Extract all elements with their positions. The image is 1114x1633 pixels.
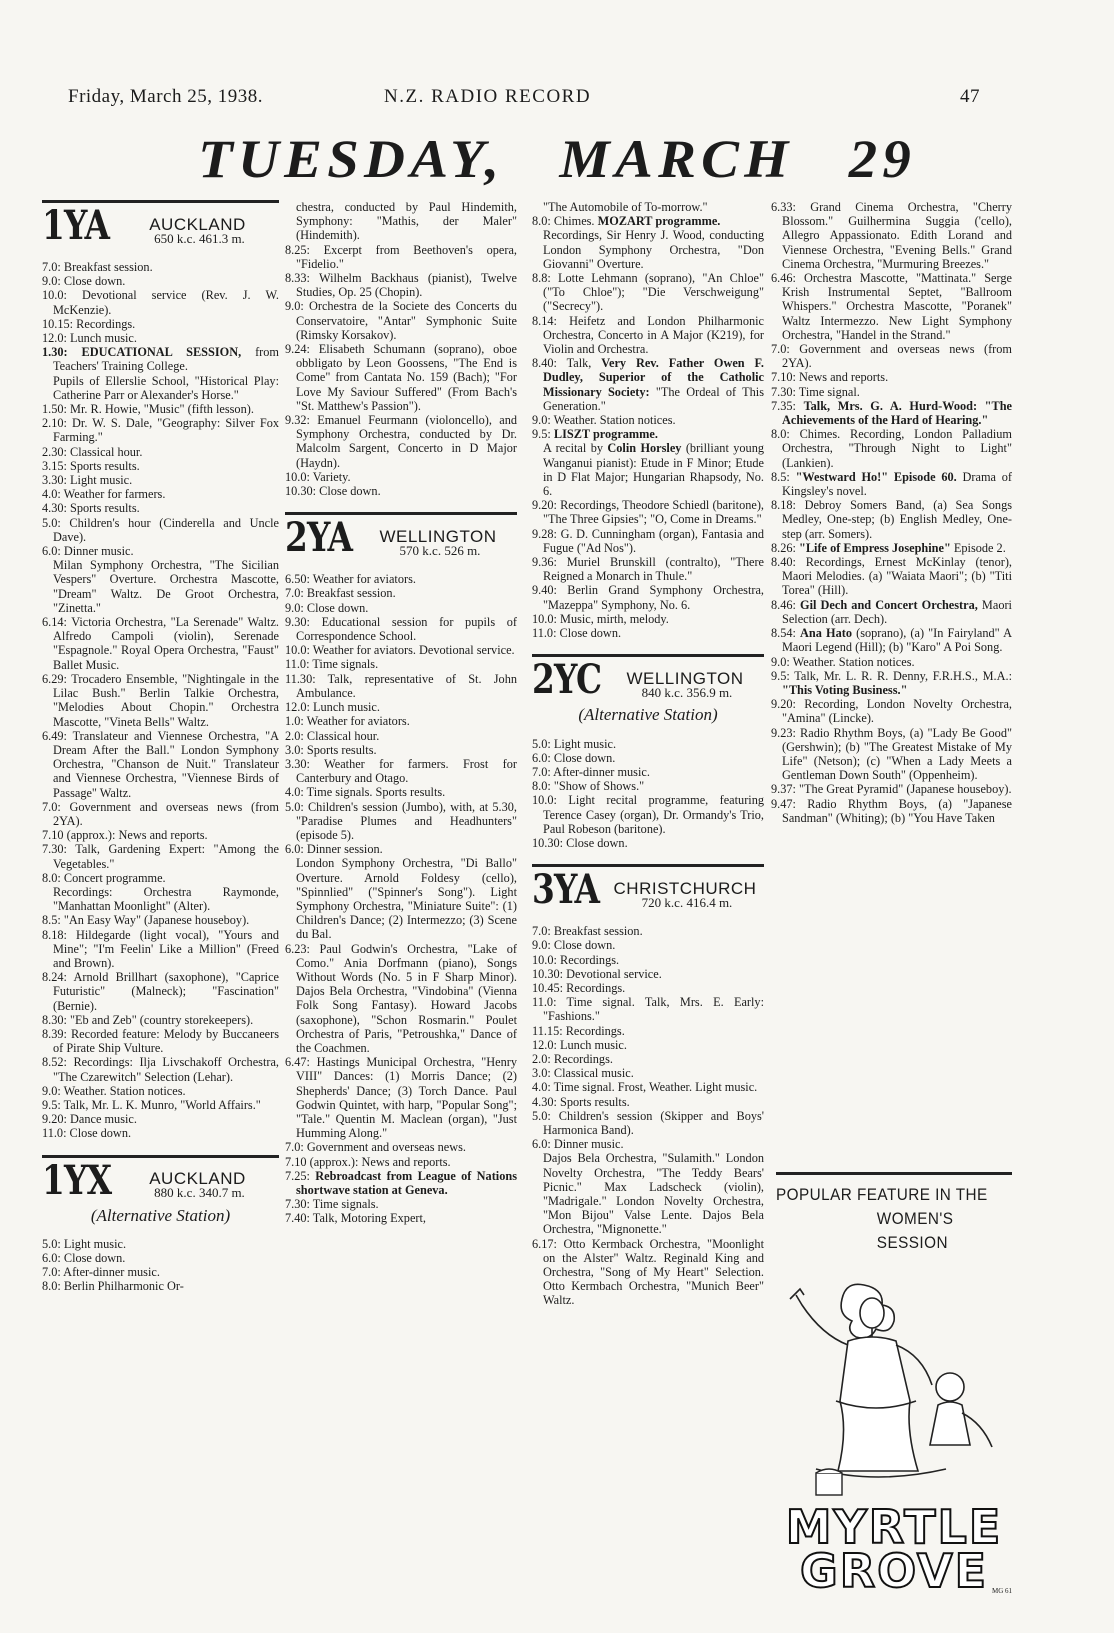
- station-header-2ya: [285, 512, 517, 562]
- programme-highlight: Rebroadcast from League of Nations shortwave station at Geneva.: [296, 1168, 517, 1197]
- column-4: [771, 200, 1012, 825]
- programme-item: 2.30: Classical hour.: [42, 444, 143, 459]
- running-head-publication: N.Z. RADIO RECORD: [384, 86, 592, 107]
- station-call-sign: 1YX: [42, 1156, 112, 1204]
- ad-headline: [776, 1183, 1010, 1255]
- programme-text: (soprano), (a) "In Fairyland" A Maori Legend (Hill); (b) "Karo" A Poi Song.: [782, 626, 1012, 655]
- station-header-1yx: [42, 1155, 279, 1223]
- programme-item: 10.30: Close down.: [285, 484, 381, 499]
- programme-item: 10.45: Recordings.: [532, 980, 626, 995]
- programme-text: Drama of Kingsley's novel.: [782, 469, 1012, 499]
- programme-item: 8.5: "An Easy Way" (Japanese houseboy).: [42, 913, 250, 928]
- programme-item: 9.30: Educational session for pupils of Correspondence School.: [285, 614, 517, 644]
- programme-item: 8.14: Heifetz and London Philharmonic Orchestra, Concerto in A Major (K219), for Violin and Orchestra.: [532, 313, 764, 357]
- programme-item: 6.0: Dinner music.: [532, 1137, 624, 1152]
- programme-item: [532, 356, 764, 413]
- programme-detail: London Symphony Orchestra, "Di Ballo" Overture. Arnold Foldesy (cello), "Spinnlied" ("Spinner's Song"). Light Symphony Orchestra, "Miniature Suite": (1) Children's Dance; (2) Intermezzo; (3) Scene du Bal.: [296, 856, 517, 942]
- station-city: WELLINGTON: [626, 668, 744, 688]
- programme-detail: "The Automobile of To-morrow.": [543, 200, 708, 214]
- programme-item: 8.52: Recordings: Ilja Livschakoff Orchestra, "The Czarewitch" Selection (Lehar).: [42, 1055, 279, 1084]
- programme-item: 8.25: Excerpt from Beethoven's opera, "Fidelio.": [285, 242, 517, 271]
- programme-item: 6.23: Paul Godwin's Orchestra, "Lake of Como." Ania Dorfmann (piano), Songs Without Words (No. 5 in F Sharp Minor). Dajos Bela Orchestra, "Vindobina" (Vienna Folk Song Fantasy). Howard Jacobs (saxophone), "Schon Rosmarin." Poulet Orchestra of Paris, "Petroushka," Dance of the Coachmen.: [285, 941, 517, 1055]
- programme-item: 8.0: "Show of Shows.": [532, 779, 645, 794]
- programme-item: 11.30: Talk, representative of St. John Ambulance.: [285, 671, 517, 700]
- programme-item: 10.30: Close down.: [532, 835, 628, 850]
- programme-time: 7.35:: [771, 398, 804, 413]
- ad-headline-line-1: POPULAR FEATURE IN THE: [776, 1185, 988, 1204]
- programme-time: 9.5:: [532, 427, 554, 442]
- programme-item: 9.20: Recordings, Theodore Schiedl (baritone), "The Three Gipsies"; "O, Come in Dreams.": [532, 498, 764, 527]
- programme-item: 1.50: Mr. R. Howie, "Music" (fifth lesson).: [42, 402, 254, 417]
- programme-item: 4.30: Sports results.: [42, 501, 140, 516]
- station-call-sign: 1YA: [42, 202, 110, 249]
- station-frequency: 720 k.c. 416.4 m.: [641, 894, 733, 910]
- programme-item: 6.0: Close down.: [532, 750, 616, 765]
- programme-item: 8.0: Concert programme.: [42, 870, 166, 885]
- programme-item: 3.0: Classical music.: [532, 1066, 634, 1081]
- programme-item: [42, 345, 279, 373]
- programme-item: 9.0: Weather. Station notices.: [532, 413, 676, 428]
- programme-item: 11.0: Close down.: [532, 626, 622, 641]
- programme-item: 4.0: Time signals. Sports results.: [285, 785, 446, 800]
- programme-item: 7.30: Time signals.: [285, 1197, 379, 1212]
- programme-highlight: Ana Hato: [800, 626, 852, 641]
- programme-item: 10.0: Music, mirth, melody.: [532, 611, 669, 626]
- station-city: CHRISTCHURCH: [613, 878, 757, 898]
- programme-text: 8.0: Chimes.: [532, 214, 598, 229]
- programme-item: 11.15: Recordings.: [532, 1023, 625, 1038]
- programme-item: 7.0: Government and overseas news (from 2YA).: [42, 799, 279, 828]
- programme-item: 10.30: Devotional service.: [532, 966, 662, 981]
- programme-text: from Teachers' Training College.: [53, 345, 279, 374]
- programme-item: 9.20: Dance music.: [42, 1112, 137, 1127]
- programme-item: 6.47: Hastings Municipal Orchestra, "Henry VIII" Dances: (1) Morris Dance; (2) Shepherds' Dance; (3) Torch Dance. Paul Godwin Quintet, with harp, "Popular Song"; "Tale." Quentin M. Maclean (organ), "Just Humming Along.": [285, 1055, 517, 1141]
- programme-item: 6.50: Weather for aviators.: [285, 572, 416, 587]
- station-call-sign: 2YA: [285, 514, 353, 562]
- programme-item: [771, 470, 1012, 498]
- programme-text: Maori Selection (arr. Dech).: [782, 597, 1012, 626]
- column-1: [42, 200, 279, 1294]
- programme-item: 9.32: Emanuel Feurmann (violoncello), and Symphony Orchestra, conducted by Dr. Malcolm Sargent, Concerto in D Major (Haydn).: [285, 413, 517, 470]
- programme-item: 5.0: Light music.: [42, 1236, 127, 1251]
- ad-brand: [776, 1500, 1012, 1598]
- programme-item: 8.0: Chimes. Recording, London Palladium Orchestra, "Through Night to Light" (Lankien).: [771, 427, 1012, 470]
- programme-text: A recital by: [543, 441, 608, 456]
- programme-item: [285, 1169, 517, 1197]
- programme-item: 9.20: Recording, London Novelty Orchestra, "Amina" (Lincke).: [771, 697, 1012, 726]
- programme-item: 9.5: Talk, Mr. L. K. Munro, "World Affairs.": [42, 1097, 261, 1112]
- programme-highlight: "This Voting Business.": [782, 682, 908, 697]
- programme-item: [771, 626, 1012, 654]
- programme-item: 5.0: Children's session (Skipper and Boys' Harmonica Band).: [532, 1108, 764, 1137]
- column-2: [285, 200, 517, 1226]
- programme-item: 5.0: Children's hour (Cinderella and Uncle Dave).: [42, 515, 279, 544]
- programme-item: 7.30: Time signal.: [771, 384, 860, 399]
- programme-item: 7.40: Talk, Motoring Expert,: [285, 1211, 426, 1226]
- programme-text: (brilliant young Wanganui pianist): Etude in F Minor; Etude in D Flat Major; Hungarian Rhapsody, No. 6.: [543, 441, 764, 499]
- programme-item: 7.10: News and reports.: [771, 370, 889, 385]
- programme-time: 8.46:: [771, 597, 801, 612]
- programme-item: [532, 427, 764, 441]
- programme-item: 4.30: Sports results.: [532, 1094, 630, 1109]
- programme-item: [771, 399, 1012, 427]
- programme-time: 8.5:: [771, 469, 796, 484]
- programme-highlight: "Life of Empress Josephine": [799, 540, 951, 555]
- station-city: WELLINGTON: [379, 526, 497, 546]
- page-title: TUESDAY, MARCH 29: [198, 129, 916, 189]
- programme-detail: Milan Symphony Orchestra, "The Sicilian Vespers" Overture. Orchestra Mascotte, "Dream" Waltz. De Groot Orchestra, "Zinetta.": [53, 558, 279, 615]
- programme-item: [771, 598, 1012, 626]
- programme-highlight: "Westward Ho!" Episode 60.: [795, 469, 957, 484]
- programme-item: 10.0: Devotional service (Rev. J. W. McKenzie).: [42, 288, 279, 317]
- programme-item: 10.0: Light recital programme, featuring Terence Casey (organ), Dr. Ormandy's Trio, Paul Robeson (baritone).: [532, 793, 764, 836]
- programme-item: 11.0: Time signals.: [285, 657, 379, 672]
- programme-item: 6.29: Trocadero Ensemble, "Nightingale in the Lilac Bush." Berlin Talkie Orchestra, "Melodies About Chopin." Orchestra Mascotte, "Vineta Bells" Waltz.: [42, 671, 279, 729]
- programme-item: 3.30: Weather for farmers. Frost for Canterbury and Otago.: [285, 756, 517, 786]
- programme-item: 2.10: Dr. W. S. Dale, "Geography: Silver Fox Farming.": [42, 416, 279, 445]
- programme-detail: Dajos Bela Orchestra, "Sulamith." London Novelty Orchestra, "The Teddy Bears' Picnic." Max Ladscheck (violin), "Madrigale." London Novelty Orchestra, "Mon Bijou" Valse Lente. Dajos Bela Orchestra, "Mignonette.": [543, 1151, 764, 1237]
- programme-item: 9.28: G. D. Cunningham (organ), Fantasia and Fugue ("Ad Nos").: [532, 526, 764, 555]
- programme-item: 7.0: Breakfast session.: [285, 586, 396, 601]
- programme-highlight: Gil Dech and Concert Orchestra,: [800, 597, 978, 612]
- programme-detail: [532, 441, 764, 498]
- programme-item: 7.0: Government and overseas news.: [285, 1140, 466, 1155]
- programme-text: 9.5: Talk, Mr. L. R. R. Denny, F.R.H.S., M.A.:: [771, 668, 1012, 683]
- programme-item: 9.0: Close down.: [532, 938, 616, 953]
- station-header-3ya: [532, 864, 764, 914]
- programme-item: [771, 541, 1012, 555]
- programme-item: 8.18: Debroy Somers Band, (a) Sea Songs Medley, One-step; (b) English Medley, One-step (arr. Somers).: [771, 498, 1012, 541]
- ad-mark: MG 61: [991, 1587, 1012, 1595]
- programme-item: 11.0: Time signal. Talk, Mrs. E. Early: "Fashions.": [532, 995, 764, 1024]
- programme-item: 10.0: Weather for aviators. Devotional service.: [285, 643, 515, 658]
- programme-text: "The Ordeal of This Generation.": [543, 384, 764, 413]
- programme-item: 6.17: Otto Kermback Orchestra, "Moonlight on the Alster" Waltz. Reginald King and Orchestra, "Song of My Heart" Selection. Otto Kermbach Orchestra, "Munich Beer" Waltz.: [532, 1236, 764, 1308]
- programme-item: [532, 214, 764, 228]
- programme-item: 7.0: Government and overseas news (from 2YA).: [771, 342, 1012, 371]
- programme-item: 4.0: Weather for farmers.: [42, 487, 166, 502]
- programme-item: 6.49: Translateur and Viennese Orchestra, "A Dream After the Ball." London Symphony Orchestra, "Chanson de Nuit." Translateur and Viennese Orchestra, "Viennese Birds of Passage" Waltz.: [42, 728, 279, 800]
- programme-item: 6.0: Dinner session.: [285, 842, 383, 857]
- programme-item: 2.0: Classical hour.: [285, 728, 380, 743]
- programme-item: 9.0: Weather. Station notices.: [42, 1083, 186, 1098]
- programme-item: 1.0: Weather for aviators.: [285, 714, 410, 729]
- running-head-page-number: 47: [960, 86, 980, 107]
- ad-brand-line-2: GROVE: [799, 1544, 989, 1598]
- programme-item: 4.0: Time signal. Frost, Weather. Light music.: [532, 1080, 758, 1095]
- programme-item: 3.0: Sports results.: [285, 742, 377, 757]
- programme-item: 8.40: Recordings, Ernest McKinlay (tenor), Maori Melodies. (a) "Waiata Maori"; (b) "Titi Torea" (Hill).: [771, 555, 1012, 598]
- station-frequency: 880 k.c. 340.7 m.: [154, 1185, 245, 1201]
- station-call-sign: 2YC: [532, 656, 602, 704]
- programme-item: 9.0: Weather. Station notices.: [771, 654, 915, 669]
- programme-item: 12.0: Lunch music.: [42, 331, 137, 346]
- programme-detail: chestra, conducted by Paul Hindemith, Symphony: "Mathis, der Maler" (Hindemith).: [296, 200, 517, 243]
- programme-highlight: LISZT programme.: [553, 427, 658, 442]
- programme-item: 2.0: Recordings.: [532, 1051, 613, 1066]
- programme-item: 8.0: Berlin Philharmonic Or-: [42, 1279, 184, 1294]
- programme-item: 9.47: Radio Rhythm Boys, (a) "Japanese Sandman" (Whiting); (b) "You Have Taken: [771, 796, 1012, 825]
- ad-brand-line-1: MYRTLE: [785, 1500, 1003, 1554]
- programme-time: 7.25:: [285, 1168, 316, 1183]
- programme-item: 6.46: Orchestra Mascotte, "Mattinata." Serge Krish Instrumental Septet, "Ballroom Whispers." Orchestra Mascotte, "Poranek" Waltz Intermezzo. New Light Symphony Orchestra, "Handel in the Strand.": [771, 271, 1012, 342]
- programme-item: 9.40: Berlin Grand Symphony Orchestra, "Mazeppa" Symphony, No. 6.: [532, 583, 764, 612]
- programme-item: 8.33: Wilhelm Backhaus (pianist), Twelve Studies, Op. 25 (Chopin).: [285, 271, 517, 300]
- programme-item: 8.39: Recorded feature: Melody by Buccaneers of Pirate Ship Vulture.: [42, 1026, 279, 1056]
- programme-item: 9.0: Close down.: [42, 274, 126, 289]
- station-city: AUCKLAND: [149, 1169, 246, 1189]
- programme-item: 7.0: Breakfast session.: [42, 260, 153, 274]
- programme-item: 11.0: Close down.: [42, 1126, 132, 1141]
- programme-item: 9.24: Elisabeth Schumann (soprano), oboe obbligato by Leon Goossens, "The End is Come" from Cantata No. 159 (Bach); "For Love My Saviour Suffered" (From Bach's "St. Matthew's Passion").: [285, 342, 517, 413]
- programme-item: 10.15: Recordings.: [42, 316, 136, 331]
- station-frequency: 650 k.c. 461.3 m.: [154, 230, 245, 246]
- programme-time: 8.54:: [771, 626, 801, 641]
- station-frequency: 840 k.c. 356.9 m.: [641, 685, 733, 701]
- programme-item: 5.0: Children's session (Jumbo), with, at 5.30, "Paradise Plumes and Headhunters" (episode 5).: [285, 799, 517, 842]
- programme-item: 8.18: Hildegarde (light vocal), "Yours and Mine"; "I'm Feelin' Like a Million" (Freed and Brown).: [42, 927, 279, 970]
- programme-item: 12.0: Lunch music.: [532, 1037, 627, 1052]
- programme-item: 9.0: Close down.: [285, 600, 369, 615]
- running-head-date: Friday, March 25, 1938.: [68, 86, 263, 107]
- station-frequency: 570 k.c. 526 m.: [399, 543, 481, 559]
- column-3: [532, 200, 764, 1308]
- alternative-station-label: (Alternative Station): [90, 1205, 231, 1225]
- programme-text: 8.40: Talk,: [532, 356, 602, 371]
- programme-item: 9.0: Orchestra de la Societe des Concerts du Conservatoire, "Antar" Symphonic Suite (Rimsky Korsakov).: [285, 299, 517, 342]
- programme-item: 7.0: After-dinner music.: [42, 1265, 160, 1280]
- programme-detail: Recordings: Orchestra Raymonde, "Manhattan Moonlight" (Alter).: [53, 884, 279, 914]
- programme-item: 12.0: Lunch music.: [285, 700, 380, 715]
- advertisement: [776, 1172, 1012, 1605]
- programme-detail: Pupils of Ellerslie School, "Historical Play: Catherine Parr or Alexander's Horse.": [53, 373, 279, 402]
- programme-item: 10.0: Recordings.: [532, 952, 620, 967]
- programme-highlight: MOZART programme.: [597, 214, 721, 229]
- programme-item: 8.30: "Eb and Zeb" (country storekeepers).: [42, 1012, 254, 1027]
- station-header-2yc: [532, 654, 764, 725]
- programme-item: 7.10 (approx.): News and reports.: [285, 1154, 451, 1169]
- programme-highlight: Very Rev. Father Owen F. Dudley, Superior of the Catholic Missionary Society:: [543, 356, 764, 399]
- station-header-1ya: [42, 200, 279, 249]
- programme-text: Episode 2.: [950, 540, 1006, 555]
- programme-item: 7.10 (approx.): News and reports.: [42, 828, 208, 843]
- ad-headline-line-2: WOMEN'S: [876, 1209, 954, 1228]
- programme-item: 6.33: Grand Cinema Orchestra, "Cherry Blossom." Guilhermina Suggia ('cello), Allegro Appassionato. Edith Lorand and Viennese Orchestra, "Evening Bells." Grand Cinema Orchestra, "Murmuring Breezes.": [771, 200, 1012, 271]
- programme-item: 10.0: Variety.: [285, 469, 351, 484]
- programme-time: 8.26:: [771, 540, 800, 555]
- station-call-sign: 3YA: [532, 866, 600, 914]
- programme-item: 5.0: Light music.: [532, 736, 617, 751]
- woman-illustration: [776, 1255, 1012, 1515]
- programme-item: 9.36: Muriel Brunskill (contralto), "There Reigned a Monarch in Thule.": [532, 555, 764, 584]
- programme-item: 3.30: Light music.: [42, 473, 133, 488]
- programme-item: [771, 669, 1012, 697]
- programme-item: 6.14: Victoria Orchestra, "La Serenade" Waltz. Alfredo Campoli (violin), Serenade "Espagnole." Royal Opera Orchestra, "Faust" Ballet Music.: [42, 615, 279, 672]
- alternative-station-label: (Alternative Station): [578, 705, 718, 725]
- station-city: AUCKLAND: [149, 214, 246, 234]
- programme-item: 9.23: Radio Rhythm Boys, (a) "Lady Be Good" (Gershwin); (b) "The Greatest Mistake of My Life" (Netson); (c) "When a Lady Meets a Gentleman Down South" (Oppenheim).: [771, 725, 1012, 783]
- programme-highlight: 1.30: EDUCATIONAL SESSION,: [42, 345, 242, 360]
- programme-highlight: Colin Horsley: [607, 441, 682, 456]
- programme-item: 7.0: After-dinner music.: [532, 764, 650, 779]
- programme-item: 7.30: Talk, Gardening Expert: "Among the Vegetables.": [42, 842, 279, 871]
- programme-detail: Recordings, Sir Henry J. Wood, conducting London Symphony Orchestra, "Don Giovanni" Overture.: [543, 228, 764, 271]
- programme-item: 8.24: Arnold Brillhart (saxophone), "Caprice Futuristic" (Malneck); "Fascination" (Bernie).: [42, 970, 279, 1013]
- programme-item: 9.37: "The Great Pyramid" (Japanese houseboy).: [771, 782, 1012, 797]
- ad-headline-line-3: SESSION: [876, 1233, 948, 1252]
- programme-item: 6.0: Dinner music.: [42, 544, 134, 559]
- programme-highlight: Talk, Mrs. G. A. Hurd-Wood: "The Achievements of the Hard of Hearing.": [782, 398, 1013, 428]
- programme-item: 6.0: Close down.: [42, 1251, 126, 1265]
- programme-item: 7.0: Breakfast session.: [532, 924, 643, 939]
- programme-item: 3.15: Sports results.: [42, 458, 140, 473]
- programme-item: 8.8: Lotte Lehmann (soprano), "An Chloe" ("To Chloe"); "Die Verschweigung" ("Secrecy").: [532, 271, 764, 314]
